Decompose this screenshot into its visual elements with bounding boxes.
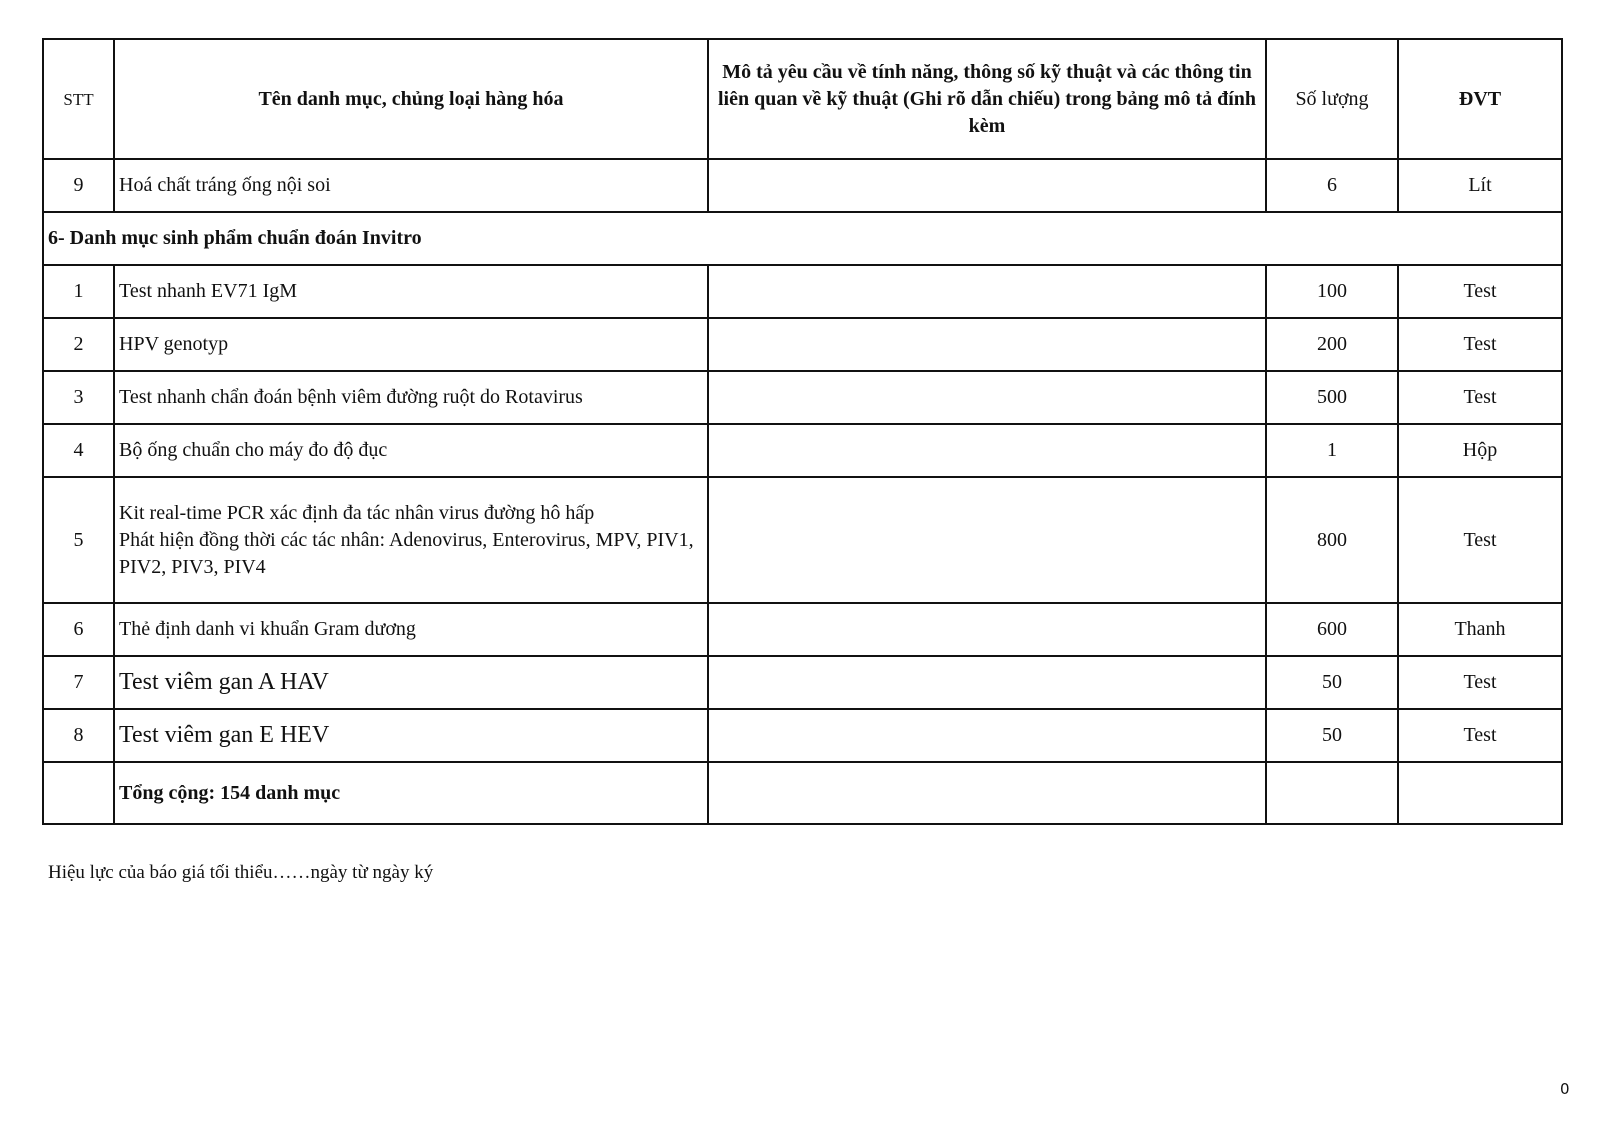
section-title: 6- Danh mục sinh phẩm chuẩn đoán Invitro bbox=[43, 212, 1562, 265]
cell-unit: Test bbox=[1398, 709, 1562, 762]
cell-quantity: 6 bbox=[1266, 159, 1398, 212]
validity-note: Hiệu lực của báo giá tối thiểu……ngày từ ngày ký bbox=[48, 862, 434, 883]
cell-stt: 5 bbox=[43, 477, 114, 603]
cell-name: HPV genotyp bbox=[114, 318, 708, 371]
cell-name: Kit real-time PCR xác định đa tác nhân virus đường hô hấp Phát hiện đồng thời các tác nhân: Adenovirus, Enterovirus, MPV, PIV1, PIV2, PIV3, PIV4 bbox=[114, 477, 708, 603]
quotation-sheet bbox=[42, 38, 1561, 825]
cell-description bbox=[708, 656, 1266, 709]
table-row bbox=[43, 371, 1562, 424]
cell-unit: Test bbox=[1398, 477, 1562, 603]
cell-unit: Thanh bbox=[1398, 603, 1562, 656]
table-row bbox=[43, 424, 1562, 477]
cell-description bbox=[708, 265, 1266, 318]
cell-unit: Test bbox=[1398, 318, 1562, 371]
cell-quantity: 50 bbox=[1266, 656, 1398, 709]
cell-description bbox=[708, 709, 1266, 762]
goods-table bbox=[42, 38, 1563, 825]
cell-stt: 1 bbox=[43, 265, 114, 318]
cell-description bbox=[708, 603, 1266, 656]
section-row bbox=[43, 212, 1562, 265]
header-stt: STT bbox=[43, 39, 114, 159]
total-row bbox=[43, 762, 1562, 824]
cell-description bbox=[708, 762, 1266, 824]
cell-name: Test nhanh chẩn đoán bệnh viêm đường ruột do Rotavirus bbox=[114, 371, 708, 424]
cell-description bbox=[708, 159, 1266, 212]
cell-name: Test viêm gan E HEV bbox=[114, 709, 708, 762]
cell-stt: 6 bbox=[43, 603, 114, 656]
header-name: Tên danh mục, chủng loại hàng hóa bbox=[114, 39, 708, 159]
header-description: Mô tả yêu cầu về tính năng, thông số kỹ thuật và các thông tin liên quan về kỹ thuật (Ghi rõ dẫn chiếu) trong bảng mô tả đính kèm bbox=[708, 39, 1266, 159]
table-header-row bbox=[43, 39, 1562, 159]
cell-unit: Test bbox=[1398, 371, 1562, 424]
table-row bbox=[43, 477, 1562, 603]
table-row bbox=[43, 709, 1562, 762]
cell-quantity bbox=[1266, 762, 1398, 824]
cell-stt: 8 bbox=[43, 709, 114, 762]
cell-stt: 9 bbox=[43, 159, 114, 212]
cell-quantity: 800 bbox=[1266, 477, 1398, 603]
cell-stt bbox=[43, 762, 114, 824]
cell-unit: Hộp bbox=[1398, 424, 1562, 477]
table-row bbox=[43, 265, 1562, 318]
cell-unit: Test bbox=[1398, 656, 1562, 709]
header-unit: ĐVT bbox=[1398, 39, 1562, 159]
cell-name: Hoá chất tráng ống nội soi bbox=[114, 159, 708, 212]
cell-unit bbox=[1398, 762, 1562, 824]
header-quantity: Số lượng bbox=[1266, 39, 1398, 159]
table-row bbox=[43, 656, 1562, 709]
cell-quantity: 600 bbox=[1266, 603, 1398, 656]
cell-stt: 7 bbox=[43, 656, 114, 709]
cell-name: Test viêm gan A HAV bbox=[114, 656, 708, 709]
cell-stt: 4 bbox=[43, 424, 114, 477]
cell-quantity: 1 bbox=[1266, 424, 1398, 477]
cell-description bbox=[708, 318, 1266, 371]
page-number: 0 bbox=[1560, 1080, 1570, 1098]
cell-stt: 2 bbox=[43, 318, 114, 371]
cell-stt: 3 bbox=[43, 371, 114, 424]
table-row bbox=[43, 318, 1562, 371]
cell-description bbox=[708, 371, 1266, 424]
cell-name: Test nhanh EV71 IgM bbox=[114, 265, 708, 318]
cell-quantity: 100 bbox=[1266, 265, 1398, 318]
cell-unit: Lít bbox=[1398, 159, 1562, 212]
cell-name: Bộ ống chuẩn cho máy đo độ đục bbox=[114, 424, 708, 477]
cell-quantity: 50 bbox=[1266, 709, 1398, 762]
cell-description bbox=[708, 477, 1266, 603]
cell-quantity: 500 bbox=[1266, 371, 1398, 424]
cell-unit: Test bbox=[1398, 265, 1562, 318]
total-label: Tổng cộng: 154 danh mục bbox=[114, 762, 708, 824]
table-row bbox=[43, 603, 1562, 656]
cell-name: Thẻ định danh vi khuẩn Gram dương bbox=[114, 603, 708, 656]
cell-quantity: 200 bbox=[1266, 318, 1398, 371]
cell-description bbox=[708, 424, 1266, 477]
table-row bbox=[43, 159, 1562, 212]
